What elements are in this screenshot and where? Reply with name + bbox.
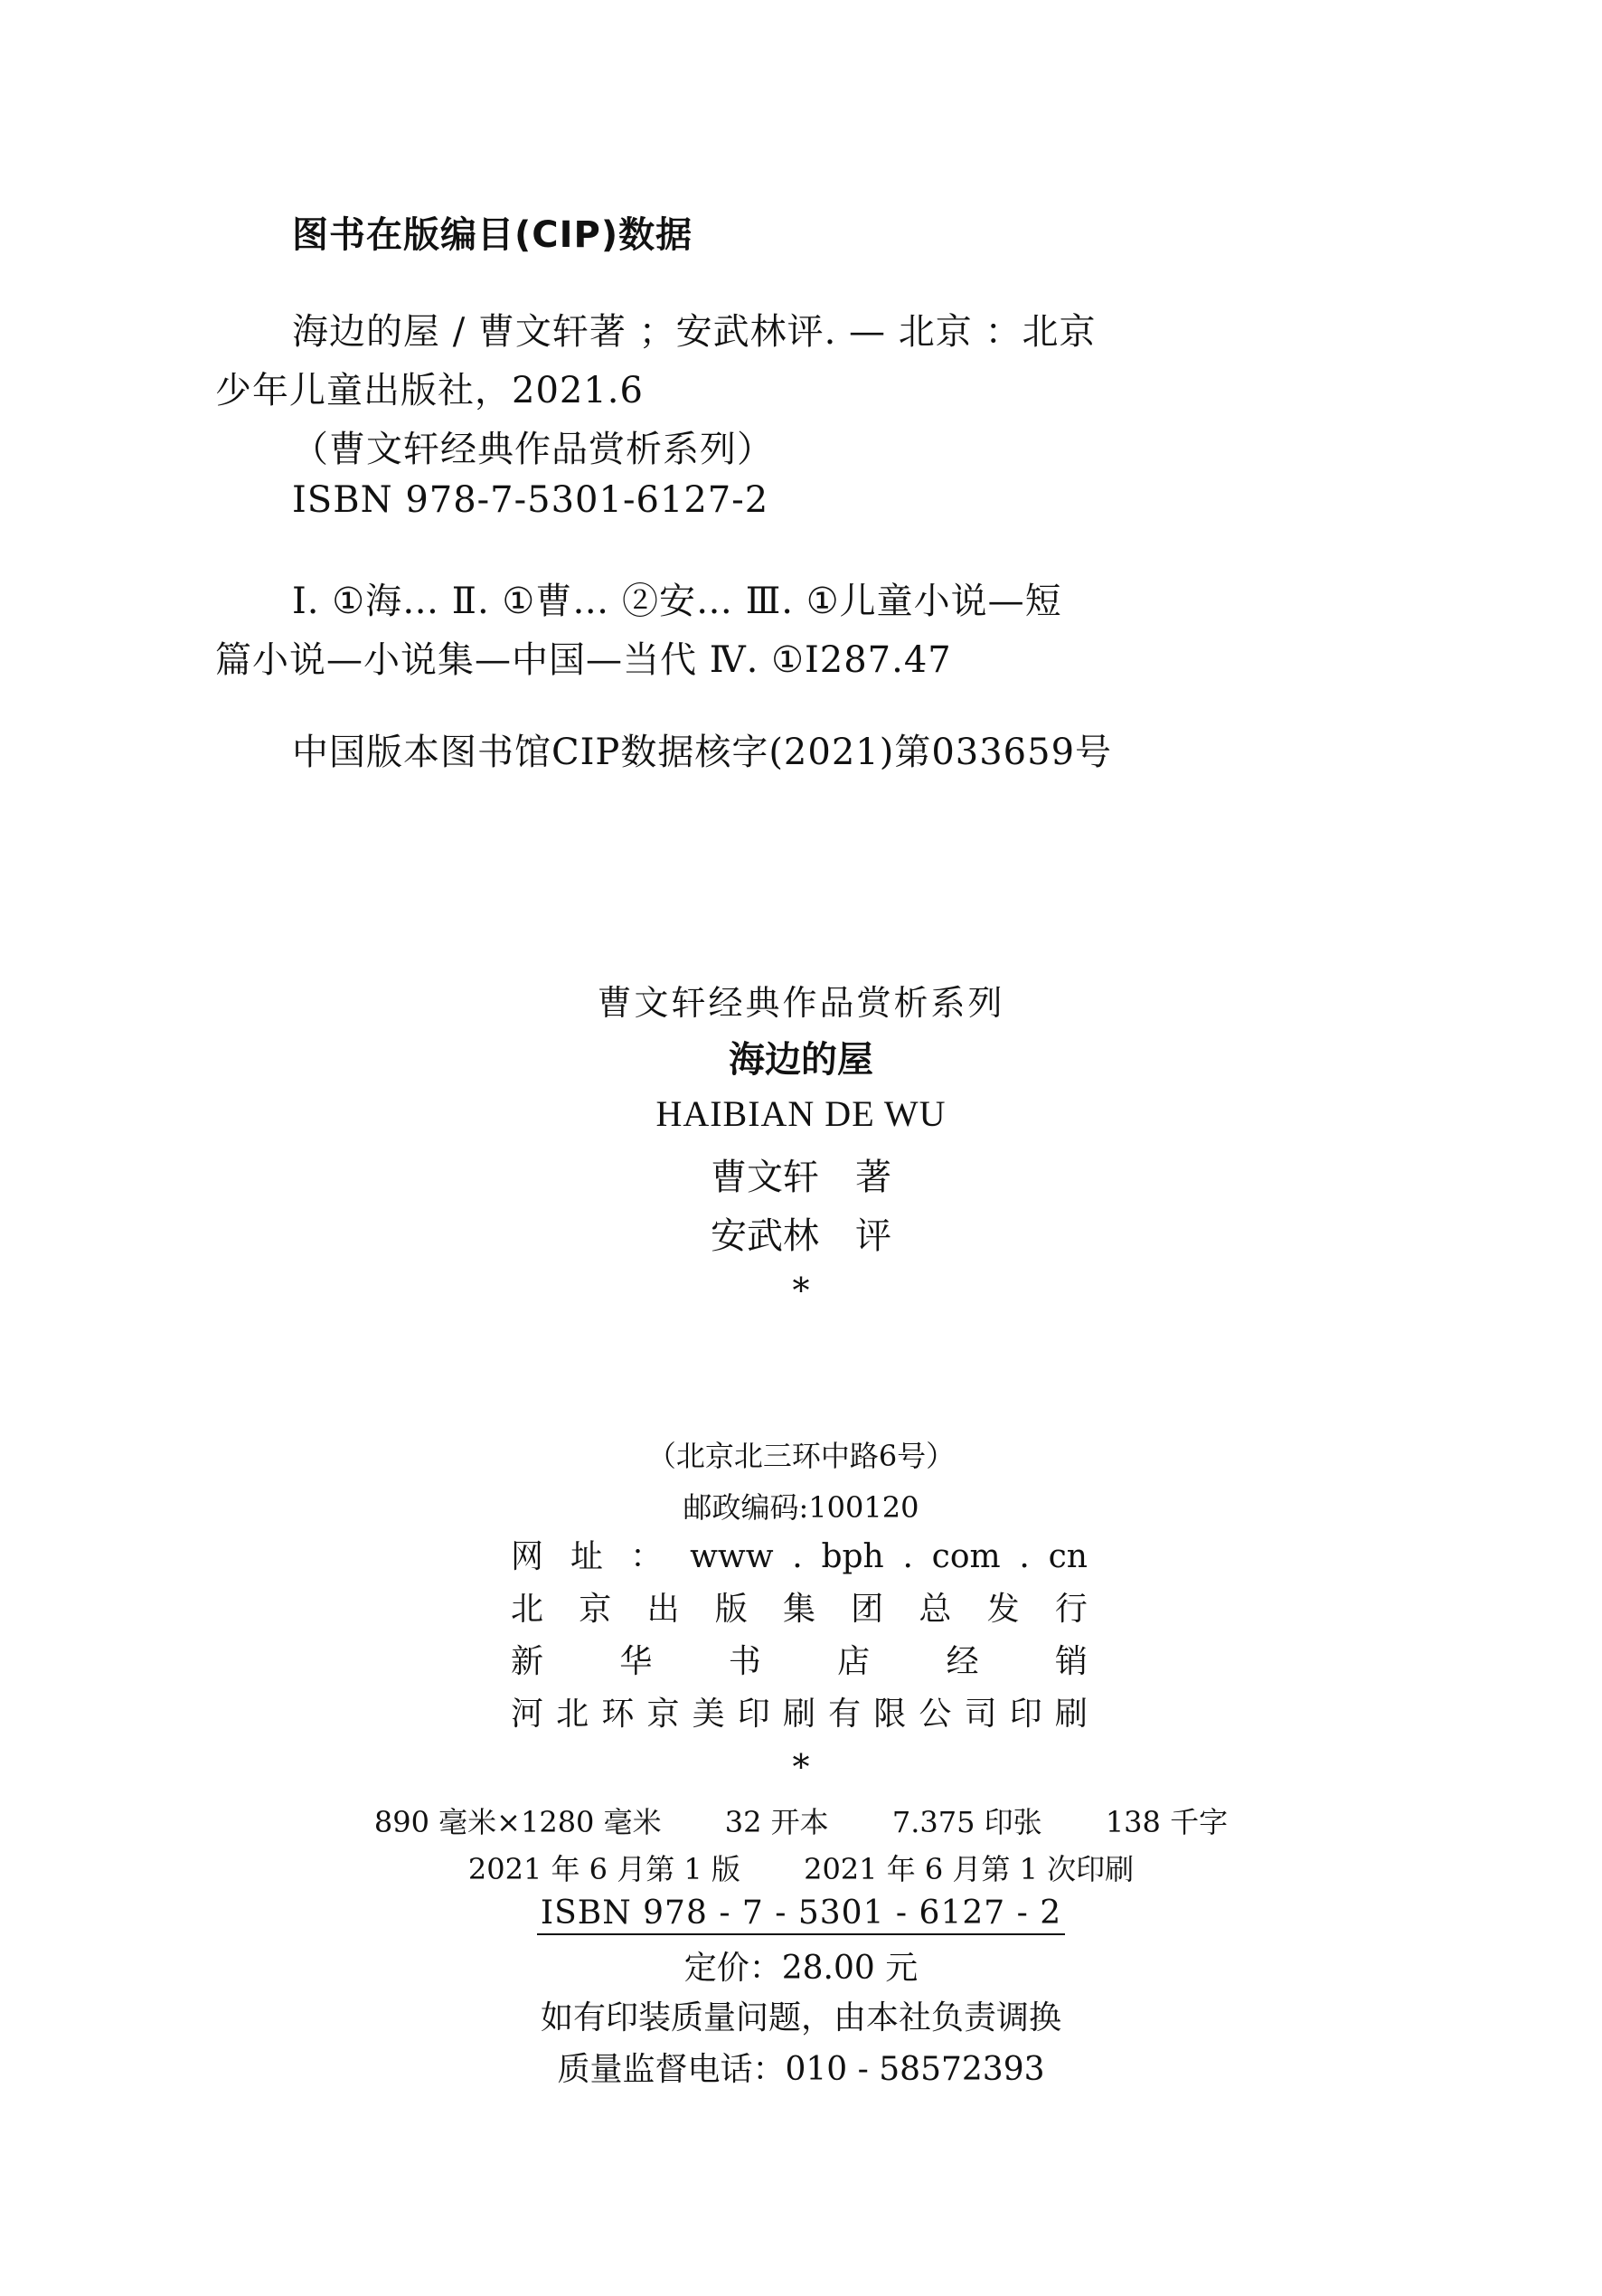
series-name: 曹文轩经典作品赏析系列 bbox=[597, 983, 1005, 1023]
spec-folio: 32 开本 bbox=[724, 1805, 829, 1839]
spec-words: 138 千字 bbox=[1105, 1805, 1229, 1839]
cip-record-line-2: 少年儿童出版社，2021.6 bbox=[215, 370, 644, 411]
cip-record-line-1: 海边的屋 / 曹文轩著 ；安武林评. — 北京 ：北京 bbox=[292, 311, 1097, 353]
spread-token: 版 bbox=[714, 1591, 760, 1628]
spread-token: . bbox=[792, 1538, 803, 1575]
publisher-line bbox=[511, 1590, 1088, 1630]
price: 定价：28.00 元 bbox=[683, 1950, 919, 1987]
spread-token: 店 bbox=[837, 1643, 903, 1680]
spread-token: 书 bbox=[728, 1643, 795, 1680]
separator-star: * bbox=[792, 1271, 810, 1310]
separator-star: * bbox=[792, 1747, 810, 1787]
spread-token: 团 bbox=[851, 1591, 897, 1628]
edition-info bbox=[0, 1847, 1602, 1888]
book-title: 海边的屋 bbox=[729, 1039, 873, 1081]
spread-token: 京 bbox=[646, 1696, 681, 1733]
print-specs bbox=[0, 1800, 1602, 1841]
spread-token: 销 bbox=[1054, 1643, 1088, 1680]
edition-date: 2021 年 6 月第 1 版 bbox=[467, 1852, 740, 1886]
spread-token: . bbox=[1019, 1538, 1030, 1575]
spread-token: 京 bbox=[579, 1591, 625, 1628]
cip-heading: 图书在版编目(CIP)数据 bbox=[292, 214, 693, 256]
quality-phone: 质量监督电话：010 - 58572393 bbox=[557, 2051, 1045, 2088]
spread-token: 总 bbox=[919, 1591, 965, 1628]
spread-token: 环 bbox=[601, 1696, 636, 1733]
spread-token: 印 bbox=[1009, 1696, 1044, 1733]
spread-token: 集 bbox=[782, 1591, 828, 1628]
spread-token: 出 bbox=[646, 1591, 693, 1628]
spread-token: 刷 bbox=[1054, 1696, 1088, 1733]
author-credit: 曹文轩 著 bbox=[711, 1157, 891, 1198]
spread-token: 经 bbox=[946, 1643, 1013, 1680]
spread-token: 发 bbox=[986, 1591, 1032, 1628]
spec-format: 890 毫米×1280 毫米 bbox=[373, 1805, 662, 1839]
spread-token: 网 bbox=[511, 1538, 552, 1575]
cip-series-line: （曹文轩经典作品赏析系列） bbox=[292, 429, 774, 470]
spread-token: 公 bbox=[919, 1696, 953, 1733]
spread-token: 司 bbox=[964, 1696, 998, 1733]
isbn-number: ISBN 978 - 7 - 5301 - 6127 - 2 bbox=[537, 1894, 1065, 1935]
pinyin-title: HAIBIAN DE WU bbox=[655, 1093, 947, 1134]
printing-date: 2021 年 6 月第 1 次印刷 bbox=[804, 1852, 1135, 1886]
spread-token: 有 bbox=[828, 1696, 862, 1733]
spread-token: 行 bbox=[1054, 1591, 1088, 1628]
spread-token: 新 bbox=[511, 1643, 577, 1680]
website-line bbox=[511, 1537, 1088, 1577]
cip-classification-line-1: Ⅰ. ①海… Ⅱ. ①曹… ②安… Ⅲ. ①儿童小说—短 bbox=[292, 581, 1062, 622]
spread-token: 印 bbox=[737, 1696, 772, 1733]
spread-token: 刷 bbox=[782, 1696, 817, 1733]
spread-token: bph bbox=[821, 1538, 884, 1575]
spread-token: 华 bbox=[619, 1643, 685, 1680]
spread-token: . bbox=[902, 1538, 913, 1575]
spread-token: 北 bbox=[556, 1696, 590, 1733]
commentator-credit: 安武林 评 bbox=[711, 1215, 891, 1257]
cip-isbn-line: ISBN 978-7-5301-6127-2 bbox=[292, 479, 769, 521]
isbn-bottom bbox=[0, 1894, 1602, 1932]
spread-token: 美 bbox=[692, 1696, 726, 1733]
distributor-line bbox=[511, 1642, 1088, 1682]
cip-classification-line-2: 篇小说—小说集—中国—当代 Ⅳ. ①I287.47 bbox=[215, 639, 952, 681]
spread-token: www bbox=[690, 1538, 774, 1575]
spread-token: com bbox=[931, 1538, 1001, 1575]
printer-line bbox=[511, 1695, 1088, 1734]
postcode: 邮政编码:100120 bbox=[683, 1490, 919, 1525]
spread-token: 北 bbox=[511, 1591, 556, 1628]
spread-token: 河 bbox=[511, 1696, 545, 1733]
spread-token: ： bbox=[630, 1538, 672, 1575]
spread-token: cn bbox=[1048, 1538, 1088, 1575]
quality-notice: 如有印装质量问题，由本社负责调换 bbox=[540, 1999, 1061, 2036]
cip-approval-line: 中国版本图书馆CIP数据核字(2021)第033659号 bbox=[292, 732, 1113, 773]
spread-token: 限 bbox=[873, 1696, 908, 1733]
publisher-address: （北京北三环中路6号） bbox=[646, 1439, 956, 1473]
spec-sheets: 7.375 印张 bbox=[891, 1805, 1042, 1839]
spread-token: 址 bbox=[570, 1538, 612, 1575]
